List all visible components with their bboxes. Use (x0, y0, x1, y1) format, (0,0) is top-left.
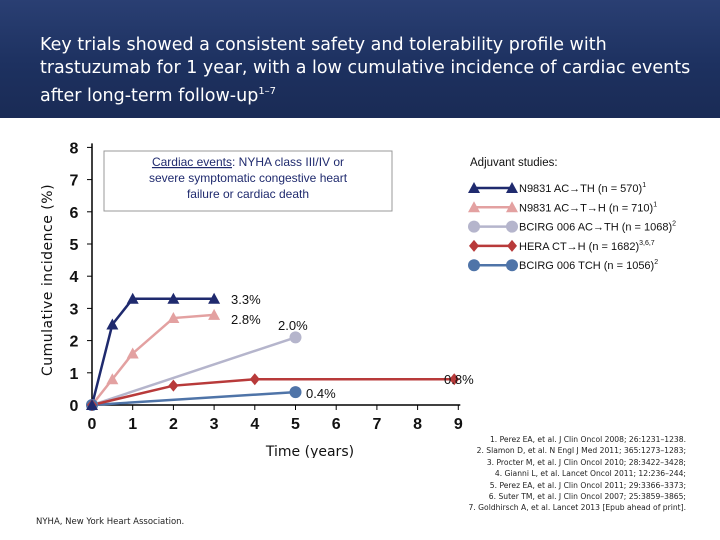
reference-item: 6. Suter TM, et al. J Clin Oncol 2007; 25:3859–3865; (488, 492, 686, 502)
y-axis-title: Cumulative incidence (%) (40, 183, 56, 377)
legend-marker (468, 259, 480, 271)
legend-marker (468, 221, 480, 233)
x-tick-label: 3 (209, 416, 219, 433)
slide-title-text: Key trials showed a consistent safety and tolerability profile with trastuzumab for 1 year, with a low cumulative incidence of cardiac events after long-term follow-up (40, 35, 691, 106)
y-tick-label: 0 (69, 398, 79, 415)
x-tick-label: 0 (87, 416, 97, 433)
box-label-part: : NYHA class III/IV or (232, 155, 345, 169)
data-label: 0.8% (444, 372, 474, 387)
box-line-3: failure or cardiac death (186, 187, 310, 201)
box-line-2: severe symptomatic congestive heart (148, 171, 348, 185)
legend-citation: 3,6,7 (639, 239, 655, 247)
x-tick-label: 1 (128, 416, 138, 433)
data-label: 2.8% (231, 312, 261, 327)
legend-marker (507, 240, 517, 252)
series-line (92, 299, 214, 405)
data-label: 2.0% (278, 318, 308, 333)
legend-label: BCIRG 006 AC→TH (n = 1068)$^2$ (519, 220, 677, 234)
data-point (168, 380, 178, 392)
y-tick-label: 3 (69, 301, 79, 319)
legend-citation: 2 (672, 220, 677, 228)
title-citation: 1–7 (258, 86, 277, 97)
y-tick-label: 2 (69, 333, 79, 351)
box-bold-label: Cardiac events (151, 155, 233, 169)
slide-title (40, 34, 700, 108)
footnote-abbreviation: NYHA, New York Heart Association. (36, 517, 185, 527)
box-line-1 (152, 155, 344, 169)
x-tick-label: 2 (168, 416, 178, 433)
y-tick-label: 1 (69, 365, 79, 383)
x-tick-label: 6 (331, 416, 341, 433)
x-axis-title: Time (years) (265, 444, 355, 458)
legend-citation: 2 (654, 259, 659, 267)
x-tick-label: 9 (453, 416, 463, 433)
legend-title: Adjuvant studies: (470, 157, 558, 169)
reference-item: 5. Perez EA, et al. J Clin Oncol 2011; 29:3366–3373; (489, 480, 686, 490)
legend-marker (469, 240, 479, 252)
reference-item: 1. Perez EA, et al. J Clin Oncol 2008; 26:1231–1238. (489, 435, 686, 444)
y-tick-label: 6 (69, 204, 79, 222)
legend-label: N9831 AC→TH (n = 570)$^1$ (519, 182, 647, 195)
legend-citation: 1 (642, 182, 647, 189)
title-banner (0, 0, 720, 118)
legend-label: BCIRG 006 TCH (n = 1056)$^2$ (519, 259, 659, 273)
legend-marker (506, 259, 518, 271)
legend-label: N9831 AC→T→H (n = 710)$^1$ (519, 201, 658, 215)
x-tick-label: 8 (413, 416, 423, 433)
reference-item: 4. Gianni L, et al. Lancet Oncol 2011; 12:236–244; (494, 469, 686, 479)
y-tick-label: 8 (69, 140, 79, 158)
legend-citation: 1 (653, 201, 658, 209)
cardiac-events-chart (0, 118, 720, 458)
legend-marker (506, 221, 518, 233)
references (386, 434, 686, 514)
data-point (290, 331, 302, 343)
reference-item: 7. Goldhirsch A, et al. Lancet 2013 [Epub ahead of print]. (468, 503, 686, 513)
reference-item: 3. Procter M, et al. J Clin Oncol 2010; 28:3422–3428; (486, 457, 686, 467)
x-tick-label: 4 (250, 416, 260, 433)
legend-label: HERA CT→H (n = 1682)$^{3,6,7}$ (519, 239, 655, 253)
y-tick-label: 4 (69, 269, 79, 287)
y-tick-label: 7 (69, 172, 79, 190)
data-point (250, 373, 260, 385)
data-label: 0.4% (306, 386, 336, 401)
data-point (290, 386, 302, 398)
x-tick-label: 7 (372, 416, 382, 433)
reference-item: 2. Slamon D, et al. N Engl J Med 2011; 365:1273–1283; (476, 446, 686, 456)
y-tick-label: 5 (69, 237, 79, 254)
data-label: 3.3% (231, 292, 261, 307)
x-tick-label: 5 (291, 416, 300, 433)
